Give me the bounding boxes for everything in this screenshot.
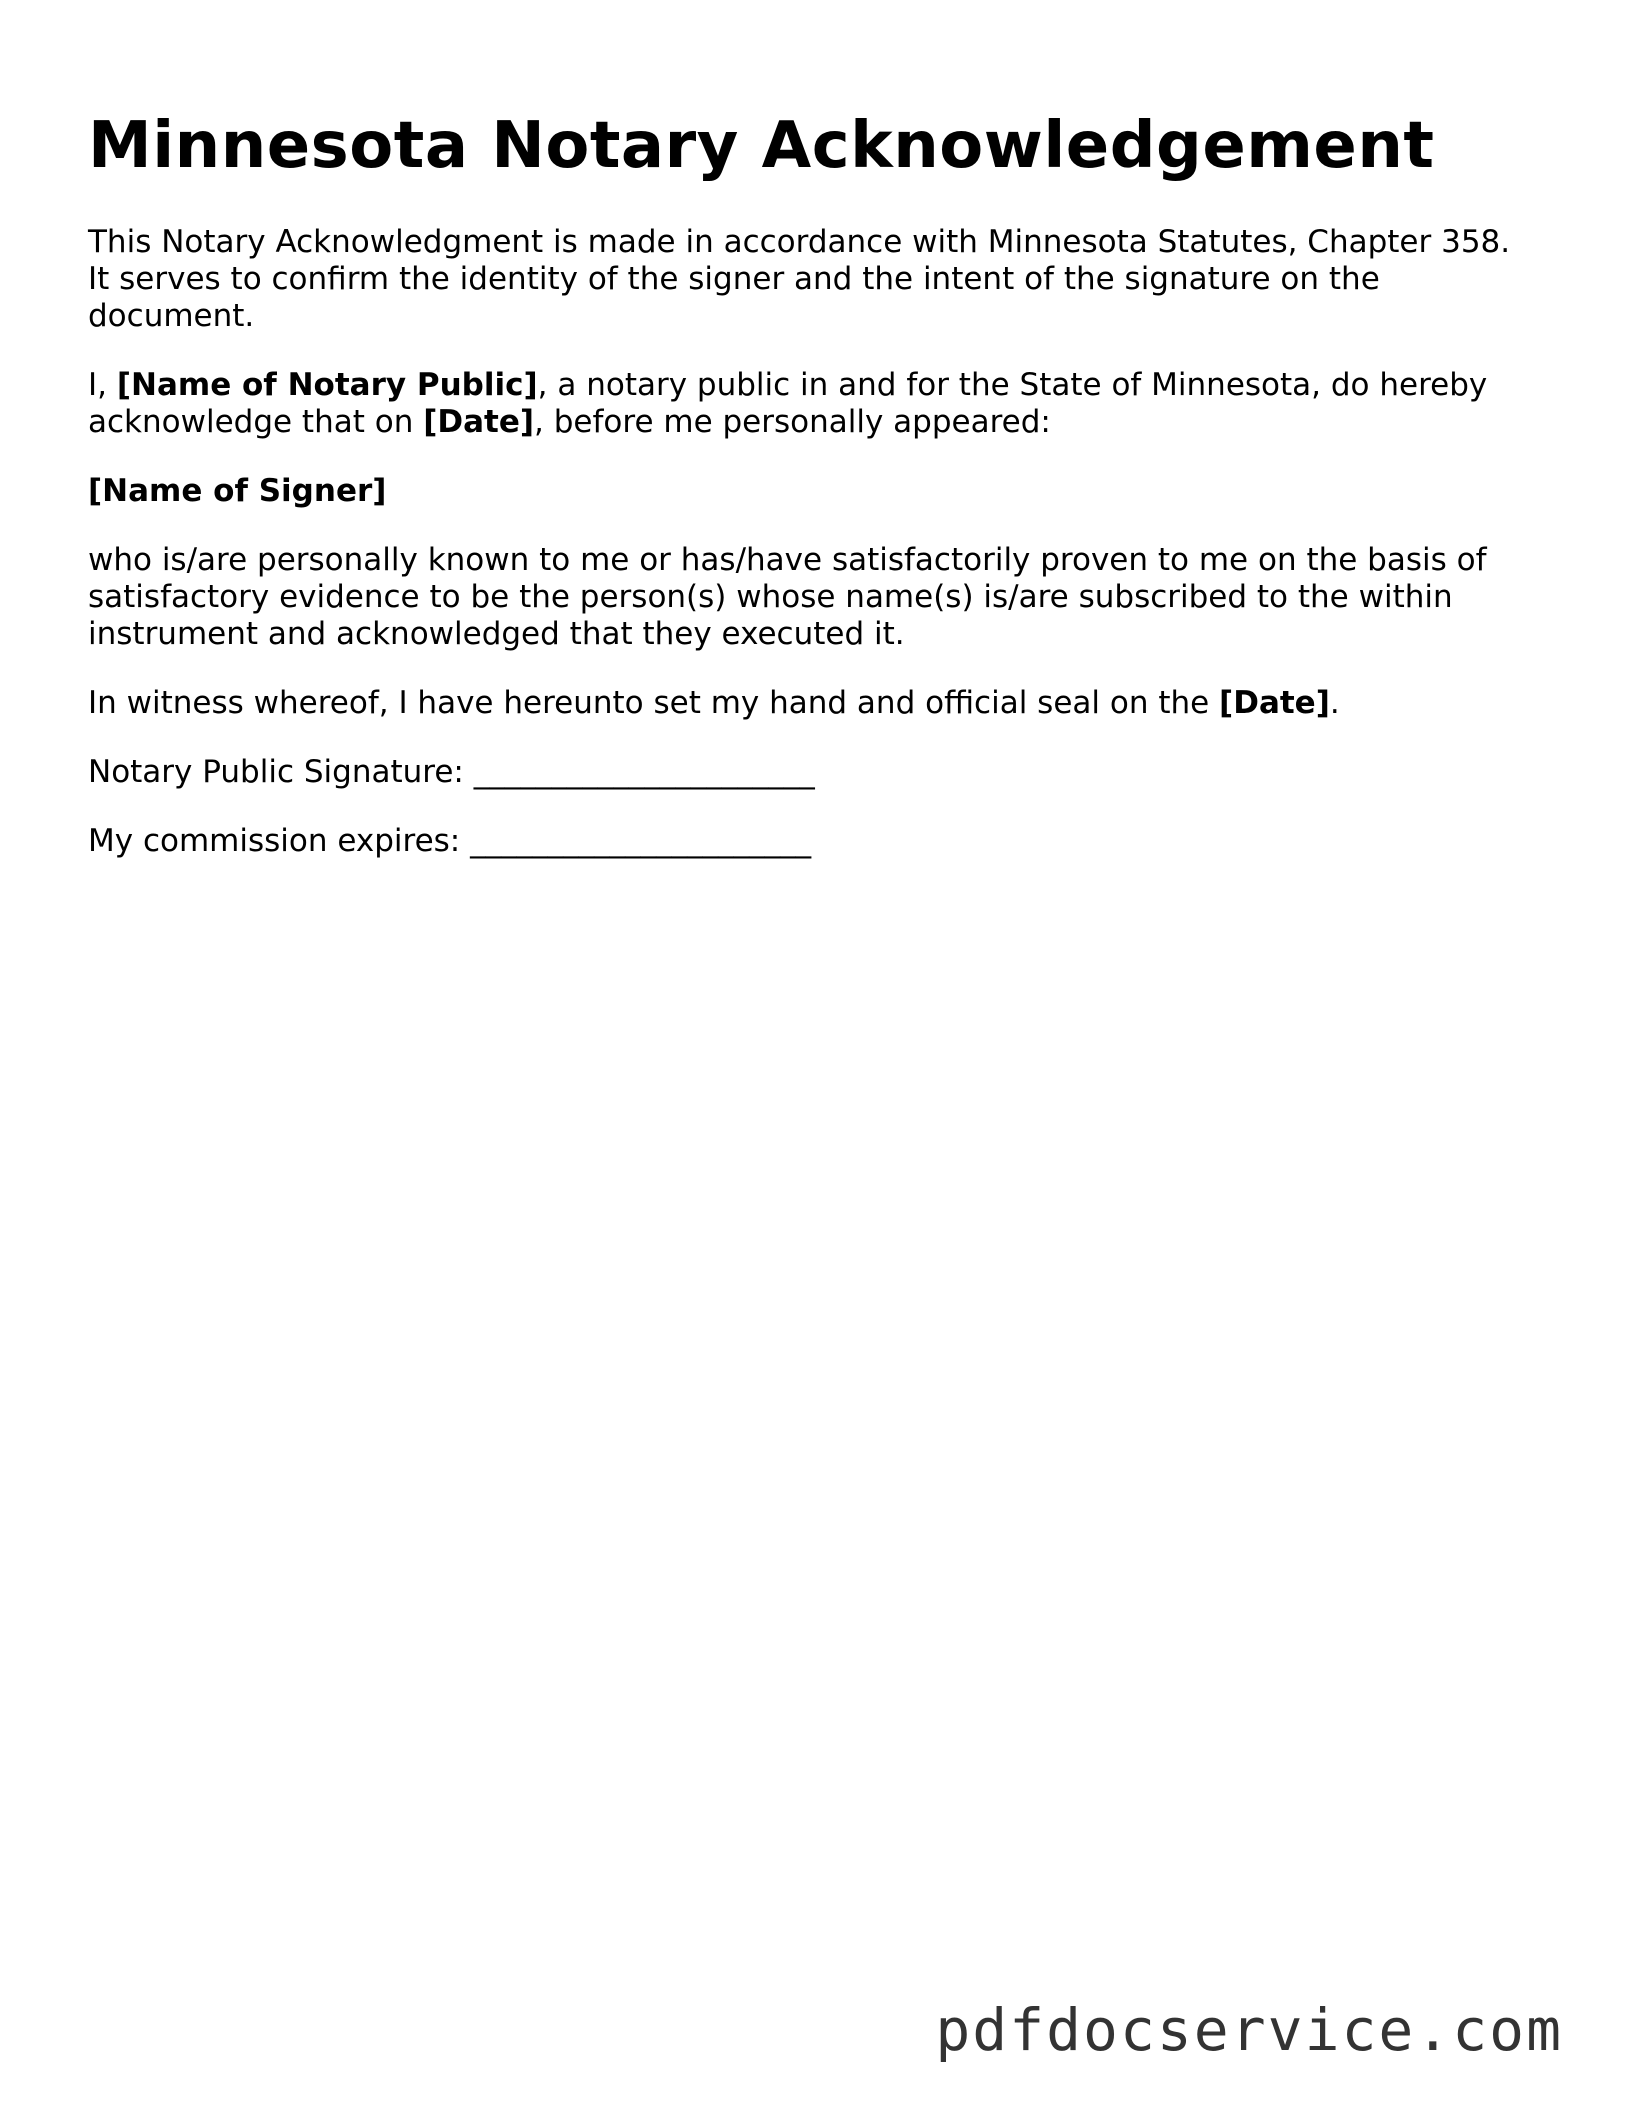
date-placeholder: [Date]: [423, 403, 535, 440]
commission-blank: ______________________: [470, 822, 812, 859]
document-page: [88, 110, 1528, 892]
statement-suffix: , before me personally appeared:: [534, 403, 1051, 440]
notary-name-placeholder: [Name of Notary Public]: [116, 366, 538, 403]
body-paragraph: who is/are personally known to me or has/have satisfactorily proven to me on the basis of satisfactory evidence to be the person(s) whose name(s) is/are subscribed to the within instrument and acknowledged that they executed it.: [88, 541, 1487, 652]
statement-paragraph: [88, 367, 1528, 441]
signature-label: Notary Public Signature:: [88, 753, 474, 790]
commission-line: [88, 823, 1528, 860]
commission-label: My commission expires:: [88, 822, 471, 859]
witness-date-placeholder: [Date]: [1219, 684, 1330, 721]
signature-blank: ______________________: [473, 753, 815, 790]
witness-suffix: .: [1329, 684, 1340, 721]
signature-line: [88, 754, 1528, 791]
statement-middle: , a notary public in and for the State of Minnesota, do hereby acknowledge that on: [88, 366, 1488, 440]
signer-name-placeholder: [Name of Signer]: [88, 472, 387, 509]
watermark: pdfdocservice.com: [935, 1996, 1563, 2064]
signer-paragraph: [88, 473, 1528, 510]
statement-prefix: I,: [88, 366, 117, 403]
intro-paragraph: This Notary Acknowledgment is made in accordance with Minnesota Statutes, Chapter 358. It serves to confirm the identity of the signer and the intent of the signature on the document.: [88, 223, 1511, 334]
document-title: Minnesota Notary Acknowledgement: [88, 109, 1435, 183]
witness-prefix: In witness whereof, I have hereunto set my hand and official seal on the: [88, 684, 1220, 721]
witness-paragraph: [88, 685, 1528, 722]
